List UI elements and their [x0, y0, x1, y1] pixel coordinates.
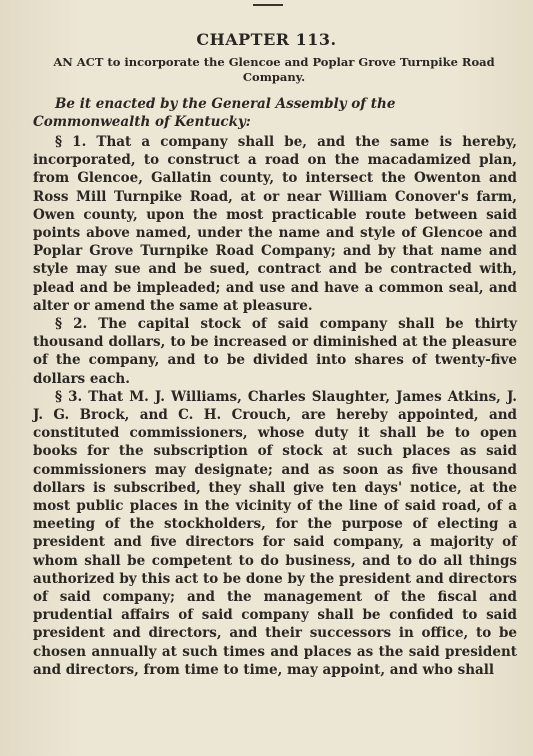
act-title: AN ACT to incorporate the Glencoe and Poplar Grove Turnpike Road Company. — [53, 55, 495, 84]
header-rule — [253, 4, 283, 6]
section-1: § 1. That a company shall be, and the same is hereby, incorporated, to construct a road on the macadamized plan, from Glencoe, Gallatin county, to intersect the Owenton and Ross Mill Turnpike Road, at or near William Conover's farm, Owen county, upon the most practicable route between said points above named, under the name and style of Glencoe and Poplar Grove Turnpike Road Company; and by that name and style may sue and be sued, contract and be contracted with, plead and be impleaded; and use and have a common seal, and alter or amend the same at pleasure. — [33, 134, 517, 314]
act-body — [33, 133, 517, 679]
section-3: § 3. That M. J. Williams, Charles Slaughter, James Atkins, J. J. G. Brock, and C. H. Crouch, are hereby appointed, and constituted commissioners, whose duty it shall be to open books for the subscription of stock at such places as said commissioners may designate; and as soon as five thousand dollars is subscribed, they shall give ten days' notice, at the most public places in the vicinity of the line of said road, of a meeting of the stockholders, for the purpose of electing a president and five directors for said company, a majority of whom shall be competent to do business, and to do all things authorized by this act to be done by the president and directors of said company; and the management of the fiscal and prudential affairs of said company shall be confided to said president and directors, and their successors in office, to be chosen annually at such times and places as the said president and directors, from time to time, may appoint, and who shall — [33, 388, 517, 678]
section-2: § 2. The capital stock of said company shall be thirty thousand dollars, to be increased or diminished at the pleasure of the company, and to be divided into shares of twenty-five dollars each. — [33, 316, 517, 387]
enacting-clause: Be it enacted by the General Assembly of the Commonwealth of Kentucky: — [33, 96, 396, 130]
chapter-heading: CHAPTER 113. — [196, 30, 337, 49]
